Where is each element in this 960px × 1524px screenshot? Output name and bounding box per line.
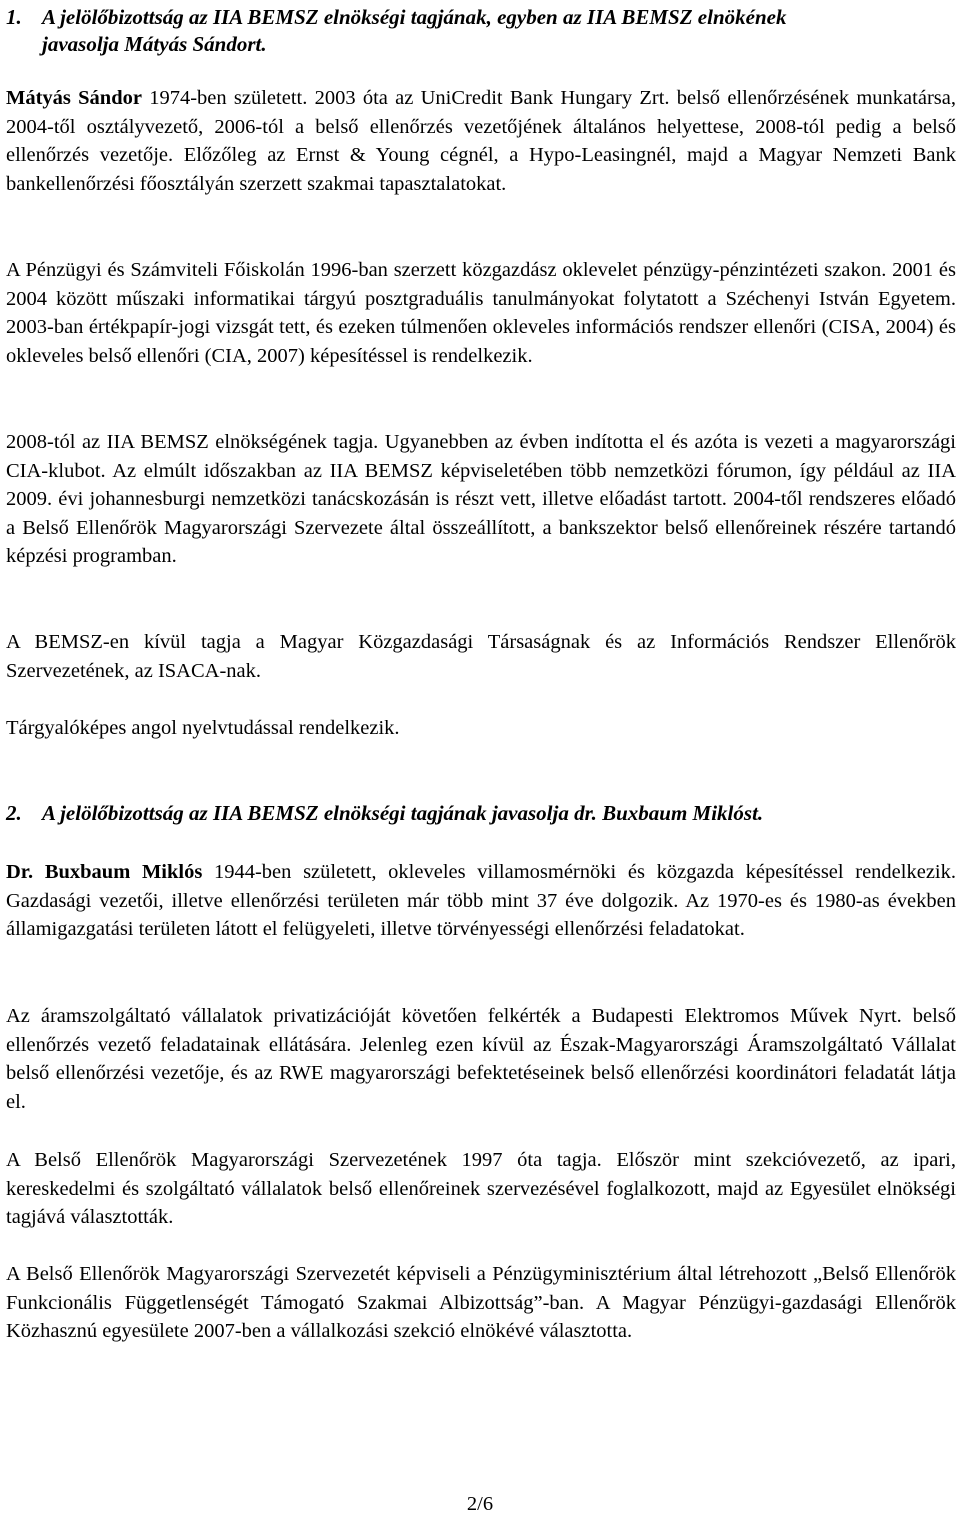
- section-1-title-line1: A jelölőbizottság az IIA BEMSZ elnökségi tagjának, egyben az IIA BEMSZ elnökének: [42, 5, 787, 29]
- section-2-title: A jelölőbizottság az IIA BEMSZ elnökségi tagjának javasolja dr. Buxbaum Miklóst.: [42, 801, 764, 825]
- section-1-number: 1.: [6, 5, 22, 29]
- section-1-paragraph-5: Tárgyalóképes angol nyelvtudással rendelkezik.: [6, 717, 400, 739]
- candidate-2-name: Dr. Buxbaum Miklós: [6, 861, 203, 883]
- candidate-2-intro: 1944-ben született, okleveles villamosmérnöki és közgazda képesítéssel rendelkezik. Gazdasági vezetői, illetve ellenőrzési területen már több mint 37 éve dolgozik. Az 1970-es és 1980-as években államigazgatási területen látott el felügyeleti, illetve törvényességi ellenőrzési feladatokat.: [6, 861, 956, 940]
- section-1-title-line2: javasolja Mátyás Sándort.: [42, 32, 267, 56]
- section-1-paragraph-4: A BEMSZ-en kívül tagja a Magyar Közgazdasági Társaságnak és az Információs Rendszer Ellenőrök Szervezetének, az ISACA-nak.: [6, 631, 956, 682]
- section-1-paragraph-2: A Pénzügyi és Számviteli Főiskolán 1996-ban szerzett közgazdász oklevelet pénzügy-pénzintézeti szakon. 2001 és 2004 között műszaki informatikai tárgyú posztgraduális tanulmányokat folytatott a Széchenyi István Egyetem. 2003-ban értékpapír-jogi vizsgát tett, és ezeken túlmenően okleveles információs rendszer ellenőri (CISA, 2004) és okleveles belső ellenőri (CIA, 2007) képesítéssel is rendelkezik.: [6, 259, 956, 367]
- section-1-heading: [6, 4, 956, 58]
- section-1-paragraph-3: 2008-tól az IIA BEMSZ elnökségének tagja. Ugyanebben az évben indította el és azóta is vezeti a magyarországi CIA-klubot. Az elmúlt időszakban az IIA BEMSZ képviseletében több nemzetközi fórumon, így például az IIA 2009. évi johannesburgi nemzetközi tanácskozásán is részt vett, illetve előadást tartott. 2004-től rendszeres előadó a Belső Ellenőrök Magyarországi Szervezete által összeállított, a bankszektor belső ellenőreinek részére tartandó képzési programban.: [6, 431, 956, 567]
- section-2-number: 2.: [6, 801, 22, 825]
- section-1-paragraph-1: [6, 84, 956, 198]
- section-2-paragraph-1: [6, 858, 956, 944]
- section-2-heading: [6, 800, 956, 827]
- section-2-paragraph-2: Az áramszolgáltató vállalatok privatizációját követően felkérték a Budapesti Elektromos Művek Nyrt. belső ellenőrzés vezető feladatainak ellátására. Jelenleg ezen kívül az Észak-Magyarországi Áramszolgáltató Vállalat belső ellenőrzési vezetője, és az RWE magyarországi befektetéseinek belső ellenőrzési koordinátori feladatát látja el.: [6, 1005, 956, 1113]
- page-number: 2/6: [466, 1493, 494, 1515]
- section-2-paragraph-4: A Belső Ellenőrök Magyarországi Szervezetét képviseli a Pénzügyminisztérium által létrehozott „Belső Ellenőrök Funkcionális Függetlenségét Támogató Szakmai Albizottság”-ban. A Magyar Pénzügyi-gazdasági Ellenőrök Közhasznú egyesülete 2007-ben a vállalkozási szekció elnökévé választotta.: [6, 1263, 956, 1342]
- section-2-paragraph-3: A Belső Ellenőrök Magyarországi Szervezetének 1997 óta tagja. Először mint szekcióvezető, az ipari, kereskedelmi és szolgáltató vállalatok belső ellenőreinek szervezésével foglalkozott, majd az Egyesület elnökségi tagjává választották.: [6, 1149, 956, 1228]
- candidate-1-intro: 1974-ben született. 2003 óta az UniCredit Bank Hungary Zrt. belső ellenőrzésének munkatársa, 2004-től osztályvezető, 2006-tól a belső ellenőrzés vezetőjének általános helyettese, 2008-tól pedig a belső ellenőrzés vezetője. Előzőleg az Ernst & Young cégnél, a Hypo-Leasingnél, majd a Magyar Nemzeti Bank bankellenőrzési főosztályán szerzett szakmai tapasztalatokat.: [6, 87, 956, 195]
- candidate-1-name: Mátyás Sándor: [6, 87, 142, 109]
